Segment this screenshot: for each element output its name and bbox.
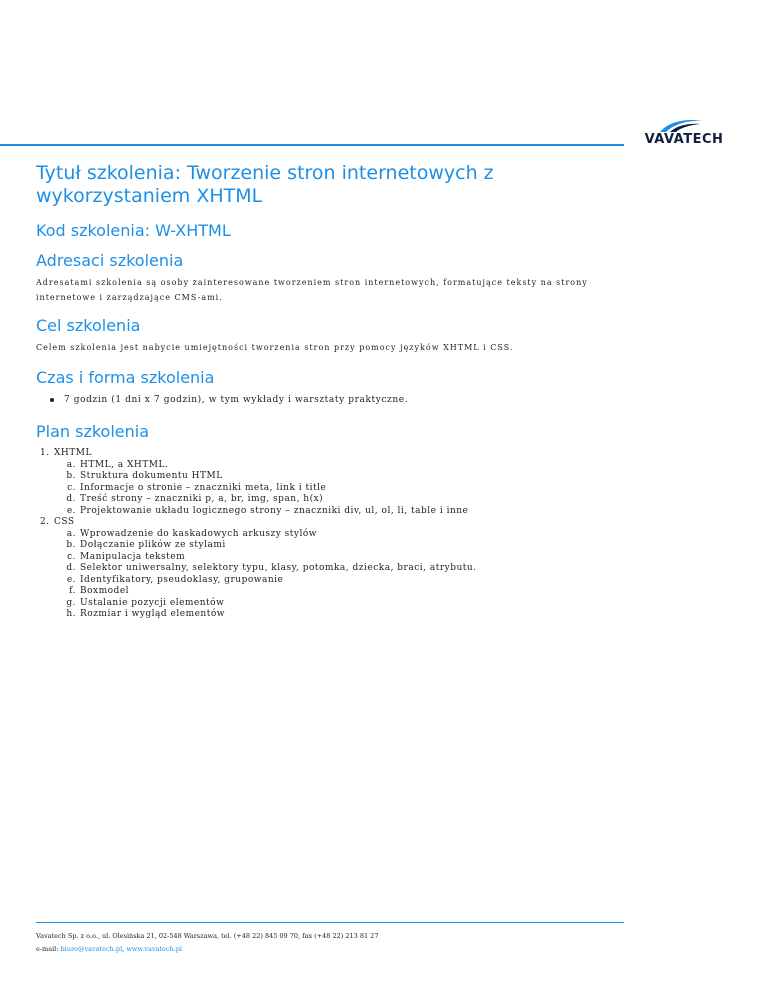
adresaci-text: Adresatami szkolenia są osoby zainteresowane tworzeniem stron internetowych, formatujące teksty na strony internetowe i zarządzające CMS-ami. <box>36 278 588 302</box>
plan-subitem <box>36 563 632 575</box>
footer-email-label: e-mail: <box>36 945 59 953</box>
plan-subitem <box>36 460 632 472</box>
plan-subitem <box>36 552 632 564</box>
vavatech-logo <box>636 118 732 148</box>
plan-item-label: XHTML <box>54 448 92 458</box>
plan-item-xhtml <box>36 448 632 460</box>
plan-subitem-letter: h. <box>66 609 76 619</box>
plan-subitem-letter: e. <box>66 574 76 585</box>
plan-subitem-letter: e. <box>66 505 76 516</box>
plan-subitem-text: Boxmodel <box>80 586 130 596</box>
plan-subitem-text: Manipulacja tekstem <box>80 551 186 562</box>
cel-text: Celem szkolenia jest nabycie umiejętności tworzenia stron przy pomocy języków XHTML i CSS. <box>36 343 514 352</box>
footer-website-link[interactable]: www.vavatech.pl <box>126 945 182 953</box>
footer-rule <box>36 922 624 923</box>
plan-subitem <box>36 540 632 552</box>
plan-subitem <box>36 575 632 587</box>
plan-subitem <box>36 586 632 598</box>
plan-subitem-text: Projektowanie układu logicznego strony – znaczniki div, ul, ol, li, table i inne <box>80 505 469 516</box>
footer-contact <box>36 943 378 956</box>
plan-subitem <box>36 494 632 506</box>
czas-list <box>36 393 632 407</box>
plan-subitem-letter: c. <box>67 551 76 562</box>
plan-item-number: 2. <box>40 517 50 527</box>
plan-subitem-text: Struktura dokumentu HTML <box>80 471 223 481</box>
plan-subitem <box>36 529 632 541</box>
plan-subitem-text: Rozmiar i wygląd elementów <box>80 609 225 619</box>
footer-address: Vavatech Sp. z o.o., ul. Olesińska 21, 02-548 Warszawa, tel. (+48 22) 845 09 70, fax (+48 22) 213 81 27 <box>36 932 379 940</box>
plan-item-label: CSS <box>54 517 75 527</box>
plan-subitem <box>36 483 632 495</box>
plan-subitem-text: Treść strony – znaczniki p, a, br, img, span, h(x) <box>80 494 324 504</box>
plan-subitem-letter: d. <box>66 494 76 504</box>
plan-subitem-letter: d. <box>66 563 76 573</box>
czas-item: 7 godzin (1 dni x 7 godzin), w tym wykłady i warsztaty praktyczne. <box>50 393 632 407</box>
plan-subitem <box>36 598 632 610</box>
plan-subitem-letter: f. <box>69 586 76 596</box>
plan-subitem <box>36 609 632 621</box>
plan-subitem-text: Ustalanie pozycji elementów <box>80 597 225 608</box>
footer-separator: , <box>122 945 125 953</box>
document-body <box>36 162 632 621</box>
plan-subitem <box>36 506 632 518</box>
header-rule <box>0 144 624 146</box>
plan-subitem-text: HTML, a XHTML. <box>80 459 169 470</box>
plan-list <box>36 448 632 621</box>
heading-czas: Czas i forma szkolenia <box>36 368 215 387</box>
footer-email-link[interactable]: biuro@vavatech.pl <box>60 945 123 953</box>
plan-subitem-text: Dołączanie plików ze stylami <box>80 540 226 550</box>
plan-subitem-letter: a. <box>66 459 76 470</box>
plan-subitem <box>36 471 632 483</box>
logo-text: VAVATECH <box>644 132 724 147</box>
plan-subitem-letter: b. <box>66 540 76 550</box>
heading-adresaci: Adresaci szkolenia <box>36 251 184 270</box>
heading-cel: Cel szkolenia <box>36 316 141 335</box>
plan-subitem-text: Informacje o stronie – znaczniki meta, link i title <box>80 482 327 493</box>
plan-subitem-letter: b. <box>66 471 76 481</box>
plan-subitem-letter: g. <box>66 597 76 608</box>
plan-subitem-letter: c. <box>67 482 76 493</box>
plan-item-css <box>36 517 632 529</box>
plan-subitem-text: Identyfikatory, pseudoklasy, grupowanie <box>80 574 284 585</box>
heading-plan: Plan szkolenia <box>36 422 150 441</box>
plan-subitem-text: Wprowadzenie do kaskadowych arkuszy stylów <box>80 528 317 539</box>
training-title: Tytuł szkolenia: Tworzenie stron internetowych z wykorzystaniem XHTML <box>36 162 494 207</box>
plan-item-number: 1. <box>40 448 50 458</box>
training-code: Kod szkolenia: W-XHTML <box>36 221 231 240</box>
footer <box>36 930 378 956</box>
plan-subitem-letter: a. <box>66 528 76 539</box>
plan-subitem-text: Selektor uniwersalny, selektory typu, klasy, potomka, dziecka, braci, atrybutu. <box>80 563 477 573</box>
